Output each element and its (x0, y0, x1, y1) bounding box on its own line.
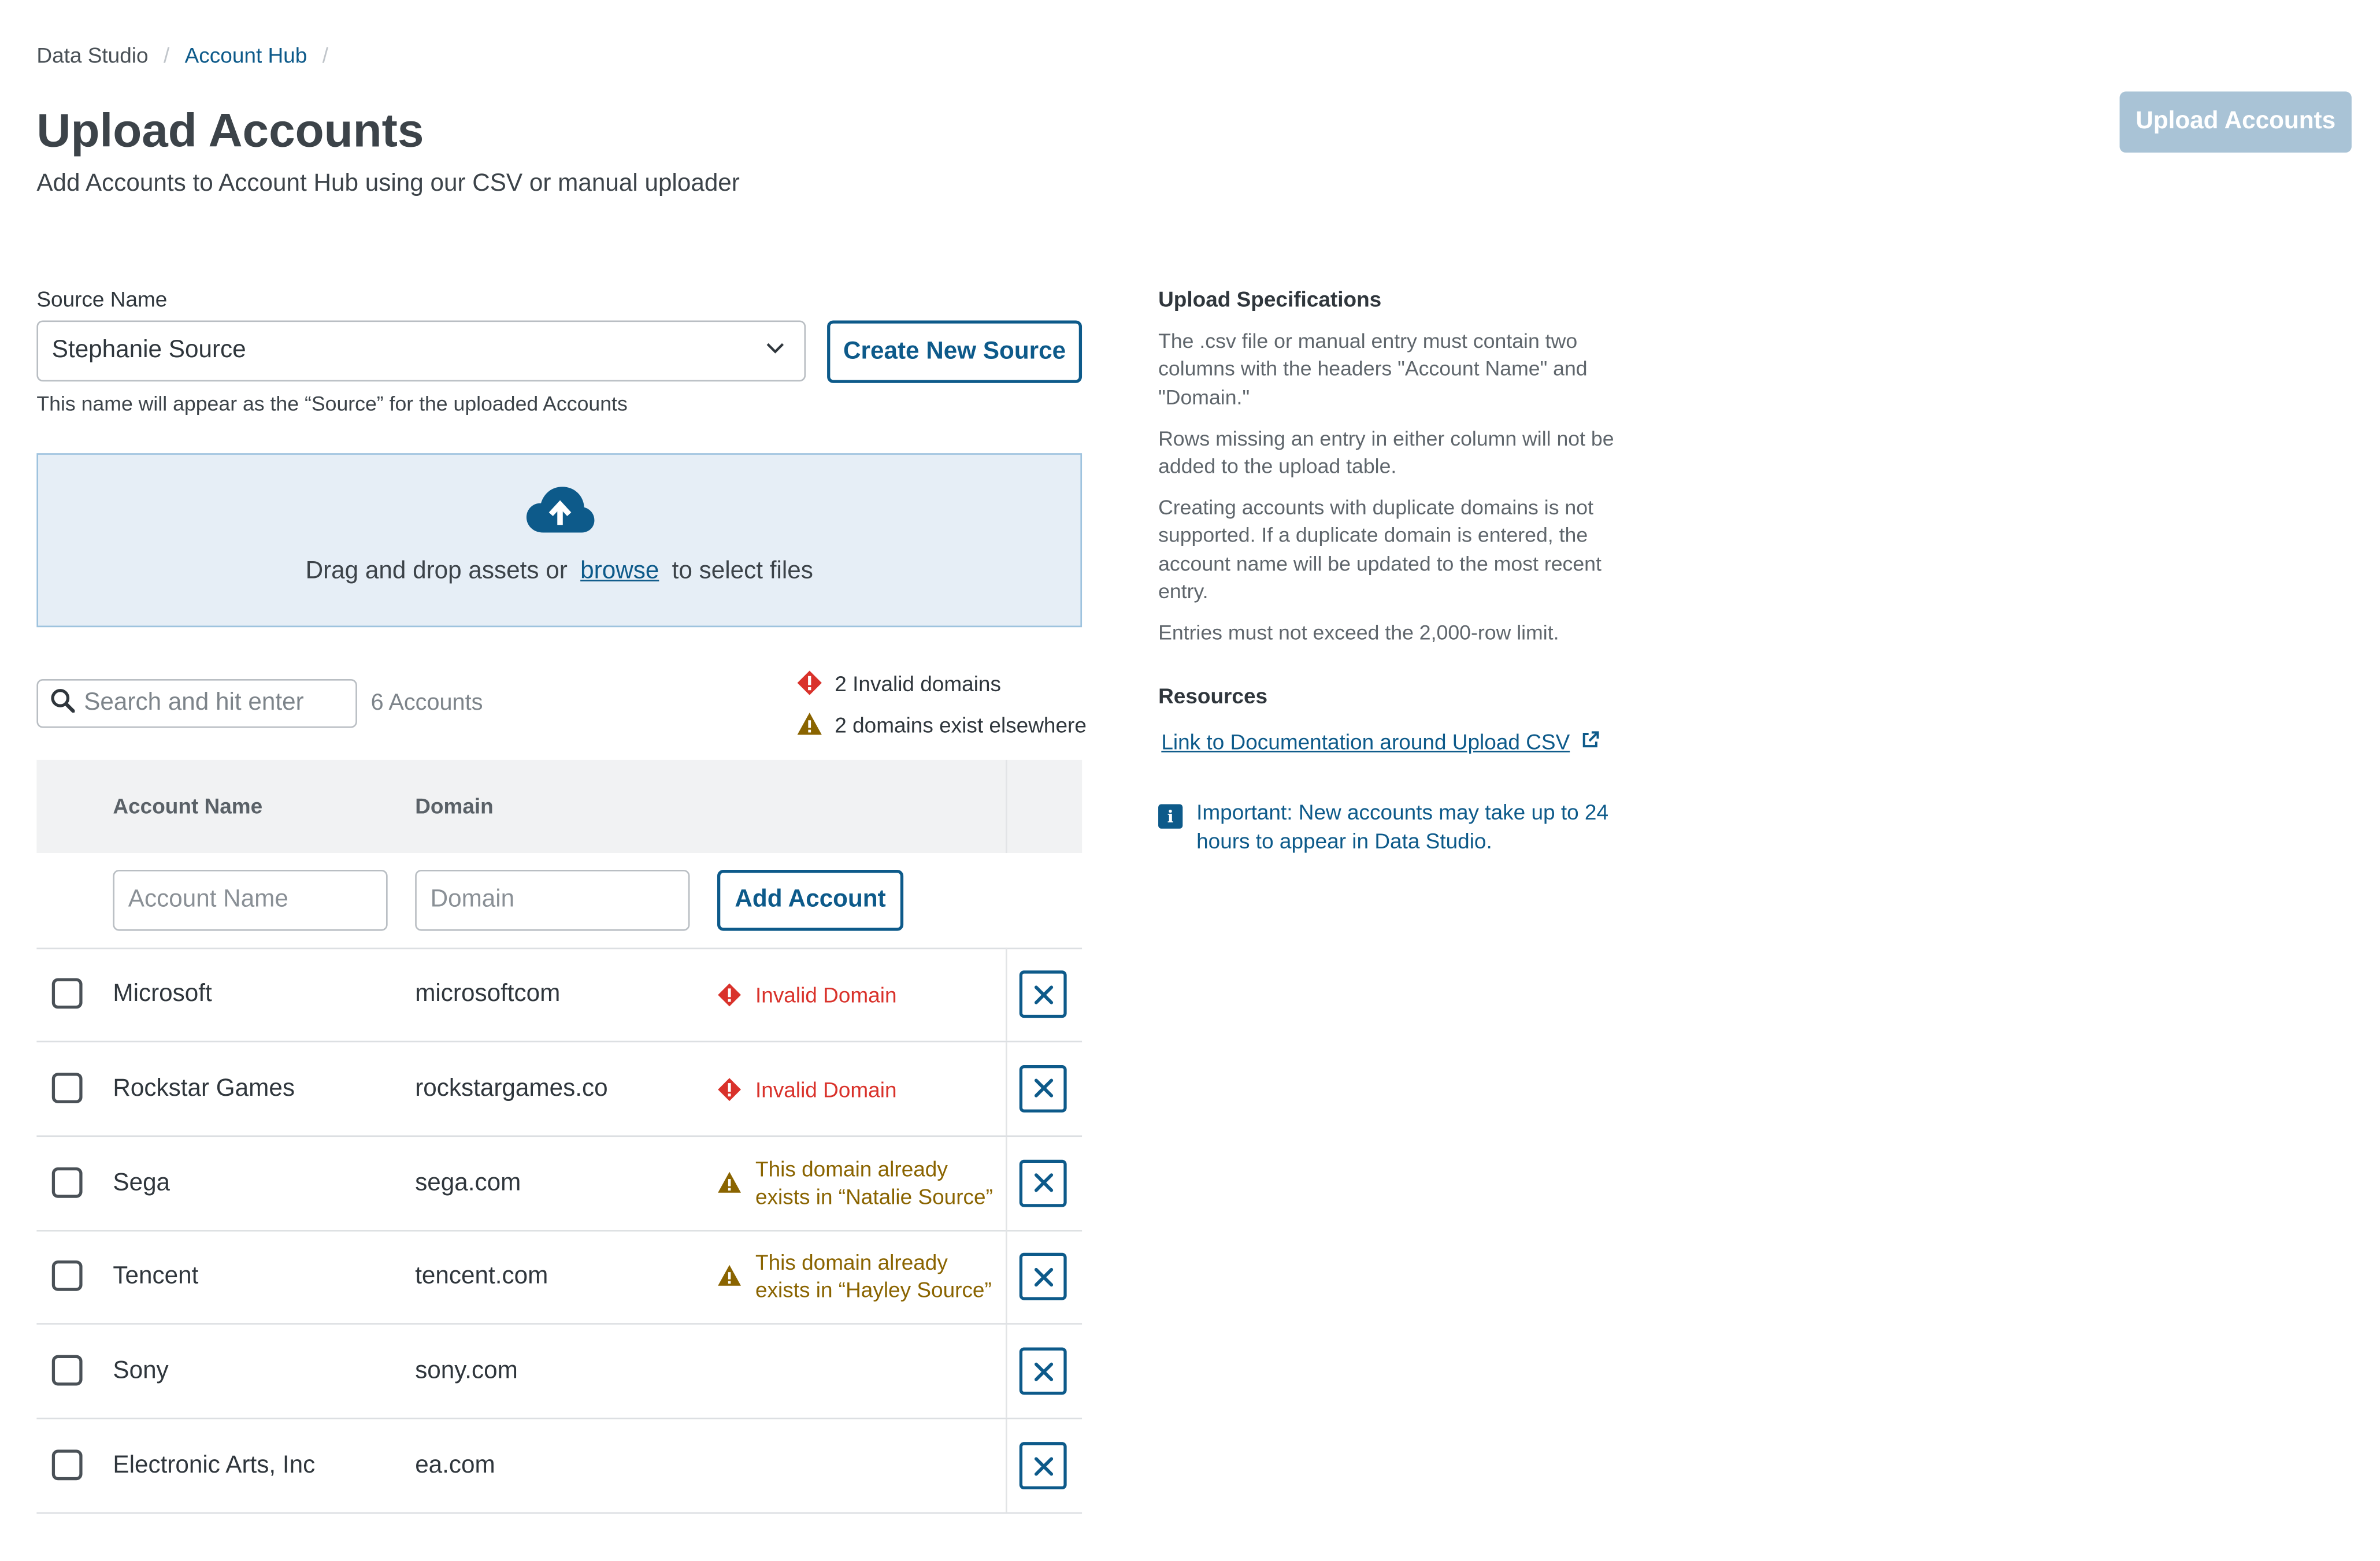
accounts-count: 6 Accounts (370, 689, 483, 716)
error-diamond-icon (796, 670, 822, 696)
column-divider (1006, 760, 1007, 853)
breadcrumb (36, 43, 343, 67)
domain-cell: ea.com (415, 1452, 495, 1479)
dropzone-text-before: Drag and drop assets or (305, 558, 568, 585)
row-checkbox[interactable] (52, 1449, 83, 1480)
row-checkbox[interactable] (52, 1261, 83, 1292)
remove-row-button[interactable] (1020, 1254, 1067, 1301)
domain-cell: rockstargames.co (415, 1075, 608, 1102)
column-divider (1006, 1042, 1007, 1135)
spec-paragraph: The .csv file or manual entry must contain two columns with the headers "Account Name" and "Domain." (1158, 329, 1588, 409)
column-divider (1006, 1136, 1007, 1229)
breadcrumb-separator: / (322, 42, 329, 68)
browse-link[interactable]: browse (580, 558, 659, 585)
table-row (36, 1136, 1082, 1231)
warning-triangle-icon (796, 711, 822, 737)
source-name-label: Source Name (36, 287, 168, 312)
remove-row-button[interactable] (1020, 1348, 1067, 1395)
column-divider (1006, 1419, 1007, 1512)
account-name-cell: Rockstar Games (113, 1075, 295, 1102)
invalid-domains-summary (796, 670, 1001, 696)
domain-cell: sony.com (415, 1358, 518, 1385)
resources-title: Resources (1158, 683, 1268, 709)
account-name-cell: Sony (113, 1358, 169, 1385)
account-name-cell: Sega (113, 1170, 170, 1196)
spec-paragraph: Rows missing an entry in either column will not be added to the upload table. (1158, 427, 1614, 479)
domain-cell: tencent.com (415, 1264, 548, 1291)
error-diamond-icon (717, 1077, 742, 1102)
row-checkbox[interactable] (52, 978, 83, 1008)
table-row (36, 1042, 1082, 1137)
close-icon (1032, 1078, 1054, 1099)
row-checkbox[interactable] (52, 1355, 83, 1386)
domain-placeholder: Domain (430, 887, 515, 913)
invalid-domains-text: 2 Invalid domains (835, 670, 1001, 695)
status-text (755, 1155, 993, 1210)
upload-accounts-button[interactable]: Upload Accounts (2120, 91, 2352, 153)
account-name-cell: Microsoft (113, 981, 212, 1007)
column-divider (1006, 948, 1007, 1041)
status-message (717, 1076, 897, 1103)
external-link-icon (1581, 729, 1599, 754)
table-row (36, 1230, 1082, 1325)
spec-paragraph: Entries must not exceed the 2,000-row limit. (1158, 621, 1559, 644)
cloud-upload-icon (525, 485, 595, 542)
remove-row-button[interactable] (1020, 1442, 1067, 1489)
row-checkbox[interactable] (52, 1073, 83, 1103)
breadcrumb-data-studio[interactable]: Data Studio (36, 42, 149, 68)
column-header-domain[interactable]: Domain (415, 794, 494, 818)
elsewhere-domains-summary (796, 711, 1087, 737)
status-message (717, 1155, 993, 1210)
column-divider (1006, 1325, 1007, 1418)
page-subtitle: Add Accounts to Account Hub using our CSV or manual uploader (36, 170, 740, 197)
account-name-cell: Tencent (113, 1264, 199, 1291)
account-name-input[interactable] (113, 870, 387, 931)
elsewhere-domains-text: 2 domains exist elsewhere (835, 711, 1087, 736)
remove-row-button[interactable] (1020, 970, 1067, 1018)
warning-triangle-icon (717, 1264, 742, 1288)
file-dropzone[interactable] (36, 453, 1082, 627)
close-icon (1032, 1172, 1054, 1193)
close-icon (1032, 984, 1054, 1005)
breadcrumb-account-hub[interactable]: Account Hub (184, 42, 307, 68)
close-icon (1032, 1266, 1054, 1288)
spec-paragraph: Creating accounts with duplicate domains is not supported. If a duplicate domain is entered, the account name will be updated to the most recent entry. (1158, 496, 1602, 603)
column-divider (1006, 1230, 1007, 1323)
upload-specifications-title: Upload Specifications (1158, 287, 1382, 312)
table-row (36, 948, 1082, 1043)
remove-row-button[interactable] (1020, 1159, 1067, 1207)
documentation-link[interactable] (1161, 729, 1599, 754)
status-text-line: This domain already (755, 1250, 948, 1275)
status-text (755, 1249, 992, 1304)
status-text-line: exists in “Hayley Source” (755, 1278, 992, 1303)
notice-text: Important: New accounts may take up to 24 hours to appear in Data Studio. (1196, 799, 1609, 852)
status-text-line: exists in “Natalie Source” (755, 1183, 993, 1208)
account-name-cell: Electronic Arts, Inc (113, 1452, 316, 1479)
dropzone-text (38, 558, 1080, 586)
domain-cell: microsoftcom (415, 981, 561, 1007)
search-placeholder: Search and hit enter (84, 689, 304, 716)
close-icon (1032, 1455, 1054, 1477)
search-input[interactable] (36, 679, 357, 728)
info-icon: i (1158, 804, 1182, 828)
status-text: Invalid Domain (755, 1077, 897, 1102)
page-title: Upload Accounts (36, 103, 424, 157)
account-name-placeholder: Account Name (128, 887, 288, 913)
add-account-button[interactable]: Add Account (717, 870, 903, 931)
documentation-link-text: Link to Documentation around Upload CSV (1161, 729, 1570, 754)
important-notice (1158, 798, 1647, 855)
status-message (717, 981, 897, 1009)
breadcrumb-separator: / (163, 42, 170, 68)
domain-input[interactable] (415, 870, 689, 931)
column-header-account-name[interactable]: Account Name (113, 794, 263, 818)
search-icon (50, 688, 75, 720)
error-diamond-icon (717, 982, 742, 1007)
create-new-source-button[interactable]: Create New Source (827, 320, 1082, 383)
table-row (36, 1419, 1082, 1514)
remove-row-button[interactable] (1020, 1065, 1067, 1112)
status-text-line: This domain already (755, 1156, 948, 1181)
row-checkbox[interactable] (52, 1167, 83, 1197)
source-name-value: Stephanie Source (51, 337, 246, 364)
warning-triangle-icon (717, 1170, 742, 1194)
status-text: Invalid Domain (755, 982, 897, 1007)
source-name-select[interactable] (36, 320, 806, 381)
chevron-down-icon (765, 336, 786, 365)
status-message (717, 1249, 992, 1304)
table-row (36, 1325, 1082, 1419)
dropzone-text-after: to select files (672, 558, 813, 585)
add-account-row (36, 853, 1082, 949)
domain-cell: sega.com (415, 1170, 521, 1196)
table-header (36, 760, 1082, 853)
source-helper-text: This name will appear as the “Source” for the uploaded Accounts (36, 392, 628, 416)
close-icon (1032, 1360, 1054, 1382)
